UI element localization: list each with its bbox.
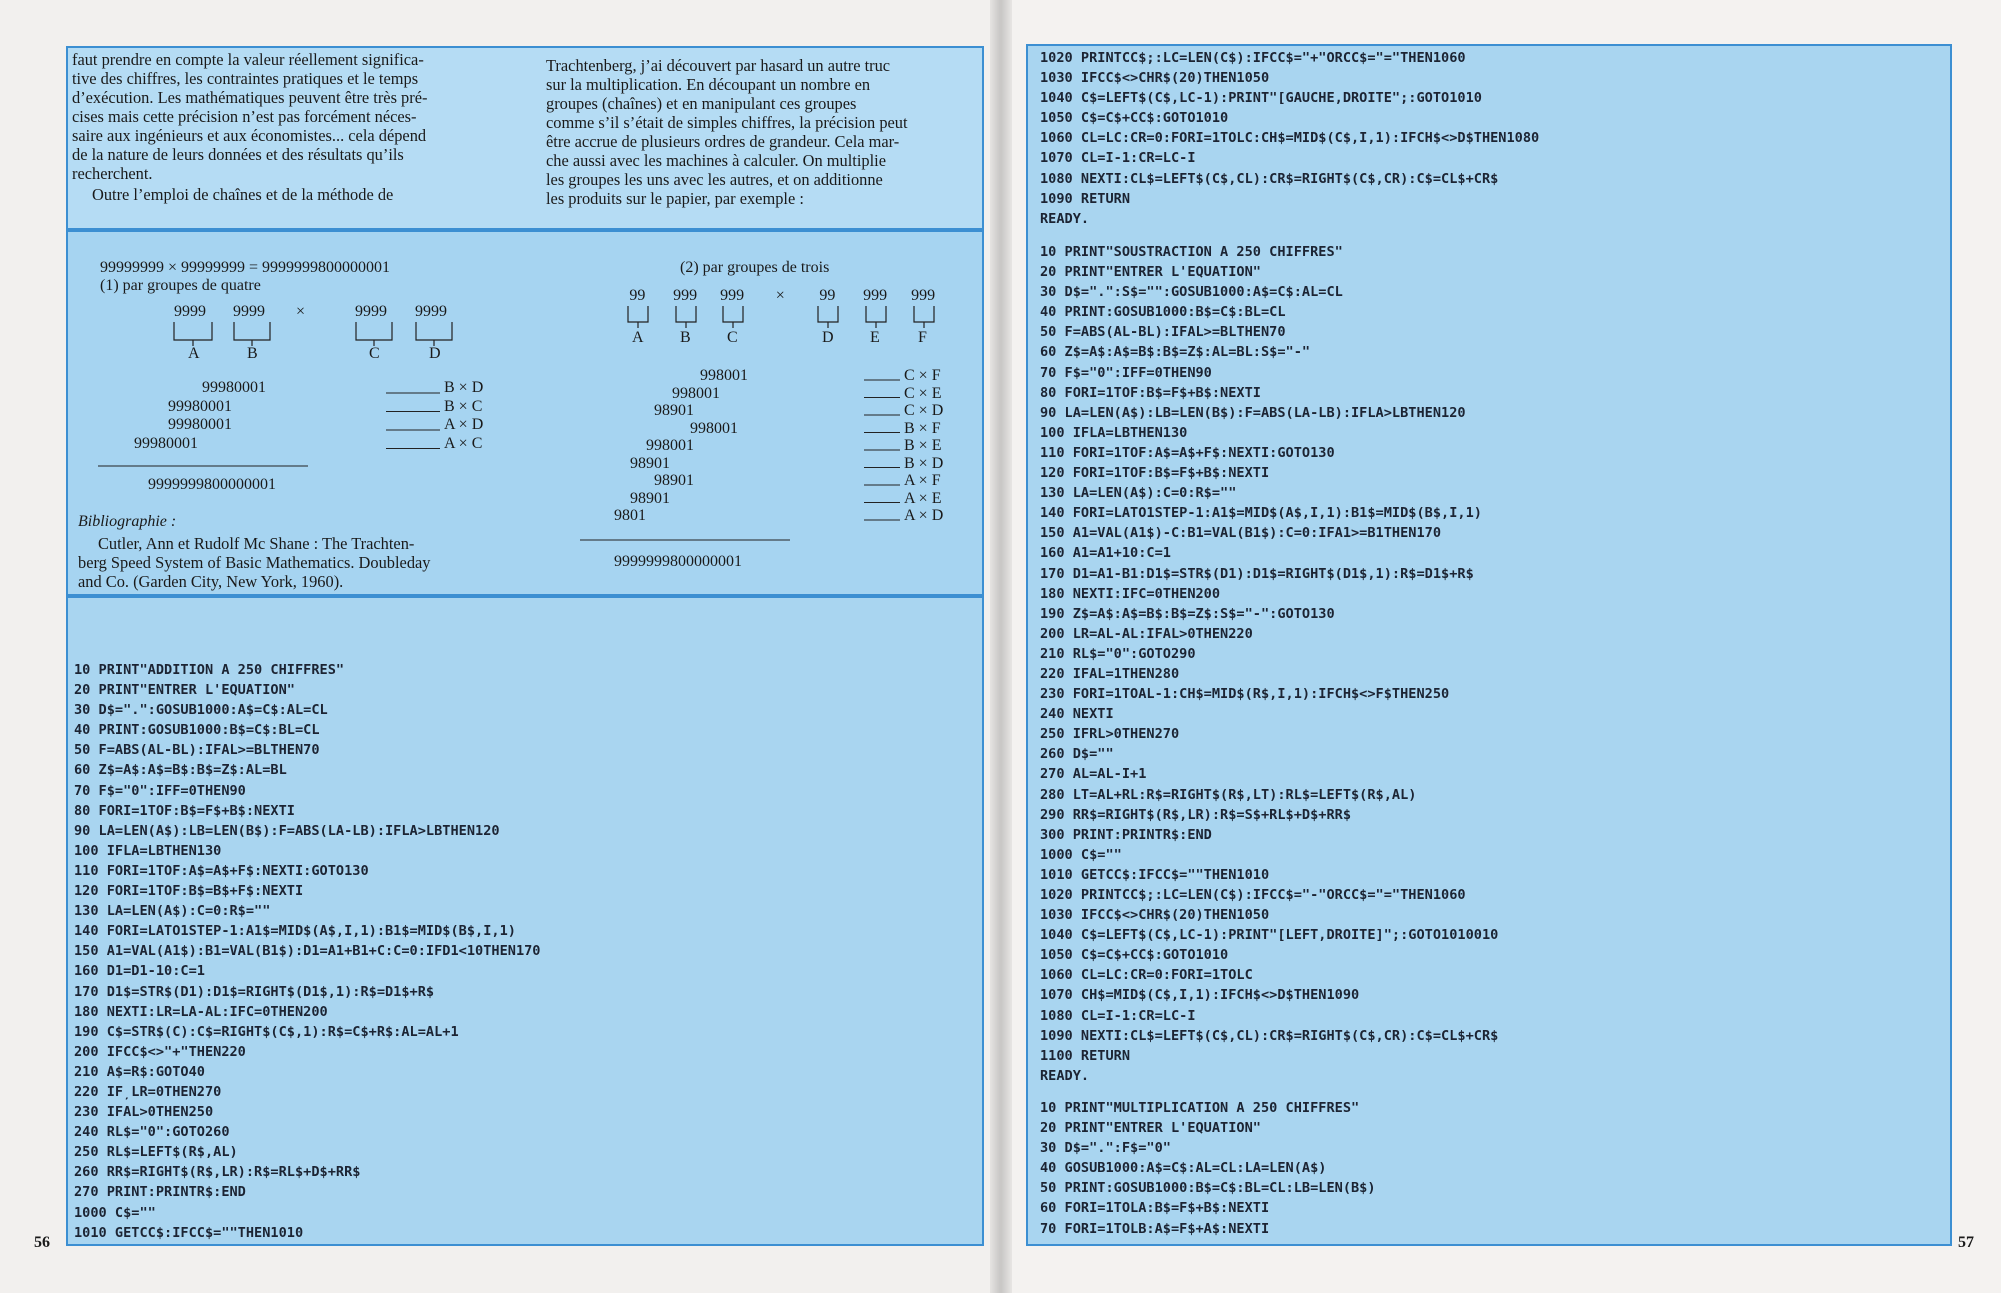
code-line: 80 FORI=1TOF:B$=F$+B$:NEXTI — [1040, 384, 1261, 401]
group-letter: A — [632, 329, 644, 346]
method2-title: (2) par groupes de trois — [680, 259, 830, 276]
code-line: 180 NEXTI:LR=LA-AL:IFC=0THEN200 — [74, 1003, 328, 1020]
group-letter: A — [188, 345, 200, 362]
product-label: A × D — [904, 507, 944, 524]
text-line: cises mais cette précision n’est pas forcément néces- — [72, 107, 417, 126]
code-line: 270 PRINT:PRINTR$:END — [74, 1184, 246, 1201]
code-line: 150 A1=VAL(A1$):B1=VAL(B1$):D1=A1+B1+C:C=0:IFD1<10THEN170 — [74, 943, 541, 960]
code-line: 50 PRINT:GOSUB1000:B$=C$:BL=CL:LB=LEN(B$) — [1040, 1180, 1376, 1197]
code-line: 10 PRINT"ADDITION A 250 CHIFFRES" — [74, 662, 345, 678]
code-line: 160 D1=D1-10:C=1 — [74, 963, 205, 980]
code-line: 1080 CL=I-1:CR=LC-I — [1040, 1007, 1196, 1024]
product-label: B × F — [904, 419, 941, 437]
code-line: 1100 RETURN — [1040, 1047, 1131, 1064]
partial-product: 99980001 — [202, 379, 266, 396]
partial-product: 98901 — [654, 402, 694, 419]
bibliography-line: berg Speed System of Basic Mathematics. Doubleday — [78, 553, 431, 572]
bibliography-line: Cutler, Ann et Rudolf Mc Shane : The Trachten- — [98, 534, 415, 553]
partial-product: 9801 — [614, 507, 646, 524]
code-line: 210 RL$="0":GOTO290 — [1040, 645, 1196, 662]
code-line: 1010 GETCC$:IFCC$=""THEN1010 — [1040, 866, 1270, 883]
times-sign: × — [775, 287, 785, 304]
product-label: B × D — [904, 454, 944, 472]
partial-product: 99980001 — [168, 397, 232, 415]
group-bracket — [818, 306, 838, 328]
code-line: 1080 NEXTI:CL$=LEFT$(C$,CL):CR$=RIGHT$(C$,CR):C$=CL$+CR$ — [1040, 170, 1499, 187]
text-line: d’exécution. Les mathématiques peuvent être très pré- — [72, 88, 428, 107]
product-label: A × E — [904, 489, 942, 507]
code-line: 10 PRINT"MULTIPLICATION A 250 CHIFFRES" — [1040, 1100, 1360, 1116]
code-line: 260 RR$=RIGHT$(R$,LR):R$=RL$+D$+RR$ — [74, 1164, 361, 1181]
code-line: 140 FORI=LATO1STEP-1:A1$=MID$(A$,I,1):B1$=MID$(B$,I,1) — [1040, 505, 1482, 522]
partial-product: 998001 — [672, 384, 720, 402]
group-bracket — [914, 306, 934, 328]
product-label: A × F — [904, 472, 941, 489]
code-line: 80 FORI=1TOF:B$=F$+B$:NEXTI — [74, 802, 295, 819]
partial-product: 998001 — [646, 437, 694, 454]
group-bracket — [723, 306, 743, 328]
code-line: 160 A1=A1+10:C=1 — [1040, 545, 1171, 562]
group-number: 99 — [629, 287, 646, 304]
code-line: 60 FORI=1TOLA:B$=F$+B$:NEXTI — [1040, 1200, 1270, 1217]
product-label: C × D — [904, 402, 944, 419]
code-line: 150 A1=VAL(A1$)-C:B1=VAL(B1$):C=0:IFA1>=B1THEN170 — [1040, 525, 1442, 542]
group-letter: D — [429, 345, 441, 362]
code-line: 20 PRINT"ENTRER L'EQUATION" — [74, 682, 295, 699]
code-line: 120 FORI=1TOF:B$=F$+B$:NEXTI — [1040, 465, 1270, 482]
code-line: 230 FORI=1TOAL-1:CH$=MID$(R$,I,1):IFCH$<>F$THEN250 — [1040, 686, 1450, 703]
code-line: 40 PRINT:GOSUB1000:B$=C$:BL=CL — [1040, 304, 1286, 321]
group-number: 999 — [673, 287, 698, 304]
group-bracket — [234, 322, 270, 346]
group-bracket — [676, 306, 696, 328]
code-line: 1030 IFCC$<>CHR$(20)THEN1050 — [1040, 907, 1270, 924]
group-number: 99 — [819, 287, 836, 304]
partial-product: 98901 — [630, 489, 670, 507]
code-line: 10 PRINT"SOUSTRACTION A 250 CHIFFRES" — [1040, 244, 1343, 260]
page-number-right: 57 — [1958, 1234, 1974, 1251]
group-bracket — [356, 322, 392, 346]
code-line: 1020 PRINTCC$;:LC=LEN(C$):IFCC$="-"ORCC$="="THEN1060 — [1040, 887, 1466, 903]
partial-product: 998001 — [700, 367, 748, 384]
code-line: 40 GOSUB1000:A$=C$:AL=CL:LA=LEN(A$) — [1040, 1160, 1327, 1177]
code-line: 1090 NEXTI:CL$=LEFT$(C$,CL):CR$=RIGHT$(C$,CR):C$=CL$+CR$ — [1040, 1027, 1499, 1044]
group-letter: F — [918, 329, 927, 346]
code-line: 1020 PRINTCC$;:LC=LEN(C$):IFCC$="+"ORCC$="="THEN1060 — [1040, 50, 1466, 66]
text-line: che aussi avec les machines à calculer. On multiplie — [546, 151, 886, 170]
text-line: de la nature de leurs données et des résultats qu’ils — [72, 145, 404, 164]
code-line: 40 PRINT:GOSUB1000:B$=C$:BL=CL — [74, 722, 320, 739]
code-line: 1050 C$=C$+CC$:GOTO1010 — [1040, 947, 1229, 964]
product-total: 9999999800000001 — [614, 553, 742, 570]
bibliography-title: Bibliographie : — [78, 513, 177, 530]
code-line: 1090 RETURN — [1040, 190, 1131, 207]
addition-code-listing — [74, 660, 541, 1243]
partial-product: 98901 — [630, 454, 670, 472]
equation: 99999999 × 99999999 = 9999999800000001 — [100, 259, 391, 276]
code-line: 1060 CL=LC:CR=0:FORI=1TOLC:CH$=MID$(C$,I,1):IFCH$<>D$THEN1080 — [1040, 130, 1540, 147]
group-number: 9999 — [415, 303, 447, 320]
code-line: 220 IF̦LR=0THEN270 — [74, 1083, 222, 1100]
group-bracket — [628, 306, 648, 328]
text-line: groupes (chaînes) et en manipulant ces groupes — [546, 94, 857, 113]
bibliography-text — [78, 534, 508, 591]
code-line: 70 FORI=1TOLB:A$=F$+A$:NEXTI — [1040, 1220, 1270, 1237]
intro-text-panel — [66, 46, 984, 230]
product-label: B × D — [444, 379, 484, 396]
book-gutter — [990, 0, 1012, 1293]
code-line: 1070 CH$=MID$(C$,I,1):IFCH$<>D$THEN1090 — [1040, 987, 1360, 1004]
code-line: 270 AL=AL-I+1 — [1040, 766, 1147, 783]
code-line: 210 A$=R$:GOTO40 — [74, 1063, 205, 1080]
partial-product: 98901 — [654, 472, 694, 489]
code-line: 1060 CL=LC:CR=0:FORI=1TOLC — [1040, 967, 1253, 984]
code-line: 90 LA=LEN(A$):LB=LEN(B$):F=ABS(LA-LB):IFLA>LBTHEN120 — [74, 822, 500, 839]
code-line: 190 C$=STR$(C):C$=RIGHT$(C$,1):R$=C$+R$:AL=AL+1 — [74, 1023, 459, 1040]
code-line: 60 Z$=A$:A$=B$:B$=Z$:AL=BL:S$="-" — [1040, 344, 1311, 361]
group-number: 999 — [863, 287, 888, 304]
code-line: 50 F=ABS(AL-BL):IFAL>=BLTHEN70 — [74, 742, 320, 759]
code-line: 200 LR=AL-AL:IFAL>0THEN220 — [1040, 625, 1253, 642]
code-line: 120 FORI=1TOF:B$=B$+F$:NEXTI — [74, 883, 304, 900]
product-total: 9999999800000001 — [148, 476, 276, 493]
code-line: 1070 CL=I-1:CR=LC-I — [1040, 150, 1196, 167]
product-label: B × E — [904, 437, 942, 454]
product-label: C × F — [904, 367, 941, 384]
code-line: 110 FORI=1TOF:A$=A$+F$:NEXTI:GOTO130 — [1040, 444, 1335, 461]
text-line: être accrue de plusieurs ordres de grandeur. Cela mar- — [546, 132, 900, 151]
code-line: 50 F=ABS(AL-BL):IFAL>=BLTHEN70 — [1040, 324, 1286, 341]
code-line: 30 D$=".":S$="":GOSUB1000:A$=C$:AL=CL — [1040, 284, 1343, 301]
code-line: 220 IFAL=1THEN280 — [1040, 665, 1180, 682]
text-line: Trachtenberg, j’ai découvert par hasard un autre truc — [546, 56, 891, 75]
partial-product: 99980001 — [134, 434, 198, 452]
text-line: faut prendre en compte la valeur réellement significa- — [72, 50, 424, 69]
code-line: 180 NEXTI:IFC=0THEN200 — [1040, 585, 1221, 602]
times-sign: × — [296, 303, 306, 320]
group-number: 999 — [720, 287, 745, 304]
text-column-1 — [72, 50, 502, 204]
code-line: 130 LA=LEN(A$):C=0:R$="" — [74, 903, 271, 920]
group-number: 9999 — [233, 303, 265, 320]
code-line: 20 PRINT"ENTRER L'EQUATION" — [1040, 264, 1261, 281]
text-line: tive des chiffres, les contraintes pratiques et le temps — [72, 69, 419, 88]
figure-panel — [66, 230, 984, 596]
text-line: les groupes les uns avec les autres, et on additionne — [546, 170, 883, 189]
code-line: 1000 C$="" — [1040, 846, 1122, 863]
text-line: recherchent. — [72, 164, 153, 183]
partial-product: 99980001 — [168, 416, 232, 433]
code-line: 130 LA=LEN(A$):C=0:R$="" — [1040, 485, 1237, 502]
text-column-2 — [546, 56, 970, 208]
code-line: 1050 C$=C$+CC$:GOTO1010 — [1040, 110, 1229, 127]
product-label: C × E — [904, 384, 942, 402]
partial-product: 998001 — [690, 419, 738, 437]
code-line: 60 Z$=A$:A$=B$:B$=Z$:AL=BL — [74, 762, 287, 779]
code-line: READY. — [1040, 210, 1090, 227]
multiplication-code-listing — [1040, 1098, 1376, 1239]
code-line: 170 D1$=STR$(D1):D1$=RIGHT$(D1$,1):R$=D1$+R$ — [74, 983, 435, 1000]
code-line: 70 F$="0":IFF=0THEN90 — [1040, 364, 1212, 381]
group-bracket — [416, 322, 452, 346]
code-line: 1010 GETCC$:IFCC$=""THEN1010 — [74, 1224, 304, 1241]
group-letter: B — [680, 329, 691, 346]
product-label: B × C — [444, 397, 483, 415]
text-line: saire aux ingénieurs et aux économistes... cela dépend — [72, 126, 427, 145]
code-line: 140 FORI=LATO1STEP-1:A1$=MID$(A$,I,1):B1$=MID$(B$,I,1) — [74, 923, 516, 940]
code-line: 170 D1=A1-B1:D1$=STR$(D1):D1$=RIGHT$(D1$,1):R$=D1$+R$ — [1040, 565, 1474, 582]
group-bracket — [866, 306, 886, 328]
code-line: 240 NEXTI — [1040, 706, 1114, 723]
code-line: 260 D$="" — [1040, 746, 1114, 763]
product-label: A × D — [444, 416, 484, 433]
code-line: 30 D$=".":F$="0" — [1040, 1140, 1171, 1157]
text-line: Outre l’emploi de chaînes et de la méthode de — [92, 185, 394, 204]
code-line: 200 IFCC$<>"+"THEN220 — [74, 1043, 246, 1060]
addition-subroutine-listing — [1040, 48, 1539, 229]
code-line: 100 IFLA=LBTHEN130 — [74, 842, 222, 859]
code-line: 1000 C$="" — [74, 1204, 156, 1221]
group-letter: C — [727, 329, 738, 346]
text-line: sur la multiplication. En découpant un nombre en — [546, 75, 871, 94]
code-line: 250 RL$=LEFT$(R$,AL) — [74, 1144, 238, 1161]
group-number: 9999 — [174, 303, 206, 320]
code-line: 190 Z$=A$:A$=B$:B$=Z$:S$="-":GOTO130 — [1040, 605, 1335, 622]
code-line: 290 RR$=RIGHT$(R$,LR):R$=S$+RL$+D$+RR$ — [1040, 806, 1351, 823]
code-line: 90 LA=LEN(A$):LB=LEN(B$):F=ABS(LA-LB):IFLA>LBTHEN120 — [1040, 404, 1466, 421]
code-panel-right — [1026, 44, 1952, 1246]
code-line: 250 IFRL>0THEN270 — [1040, 726, 1180, 743]
code-line: 300 PRINT:PRINTR$:END — [1040, 826, 1212, 843]
code-line: 30 D$=".":GOSUB1000:A$=C$:AL=CL — [74, 702, 328, 719]
method1-title: (1) par groupes de quatre — [100, 277, 261, 294]
addition-code-panel — [66, 596, 984, 1246]
code-line: 280 LT=AL+RL:R$=RIGHT$(R$,LT):RL$=LEFT$(R$,AL) — [1040, 786, 1417, 803]
group-bracket — [174, 322, 212, 346]
subtraction-code-listing — [1040, 242, 1498, 1086]
group-letter: C — [369, 345, 380, 362]
code-line: 100 IFLA=LBTHEN130 — [1040, 424, 1188, 441]
group-letter: B — [247, 345, 258, 362]
text-line: comme s’il s’était de simples chiffres, la précision peut — [546, 113, 908, 132]
code-line: READY. — [1040, 1067, 1090, 1084]
text-line: les produits sur le papier, par exemple : — [546, 189, 804, 208]
group-letter: D — [822, 329, 834, 346]
group-number: 9999 — [355, 303, 387, 320]
group-letter: E — [870, 329, 880, 346]
code-line: 230 IFAL>0THEN250 — [74, 1104, 214, 1121]
code-line: 1040 C$=LEFT$(C$,LC-1):PRINT"[GAUCHE,DROITE";:GOTO1010 — [1040, 90, 1482, 107]
code-line: 20 PRINT"ENTRER L'EQUATION" — [1040, 1120, 1261, 1137]
code-line: 1040 C$=LEFT$(C$,LC-1):PRINT"[LEFT,DROITE]";:GOTO1010010 — [1040, 927, 1499, 944]
bibliography-line: and Co. (Garden City, New York, 1960). — [78, 572, 344, 591]
code-line: 1030 IFCC$<>CHR$(20)THEN1050 — [1040, 70, 1270, 87]
page-number-left: 56 — [34, 1234, 50, 1251]
product-label: A × C — [444, 434, 483, 452]
code-line: 240 RL$="0":GOTO260 — [74, 1124, 230, 1141]
code-line: 110 FORI=1TOF:A$=A$+F$:NEXTI:GOTO130 — [74, 862, 369, 879]
group-number: 999 — [911, 287, 936, 304]
code-line: 70 F$="0":IFF=0THEN90 — [74, 782, 246, 799]
